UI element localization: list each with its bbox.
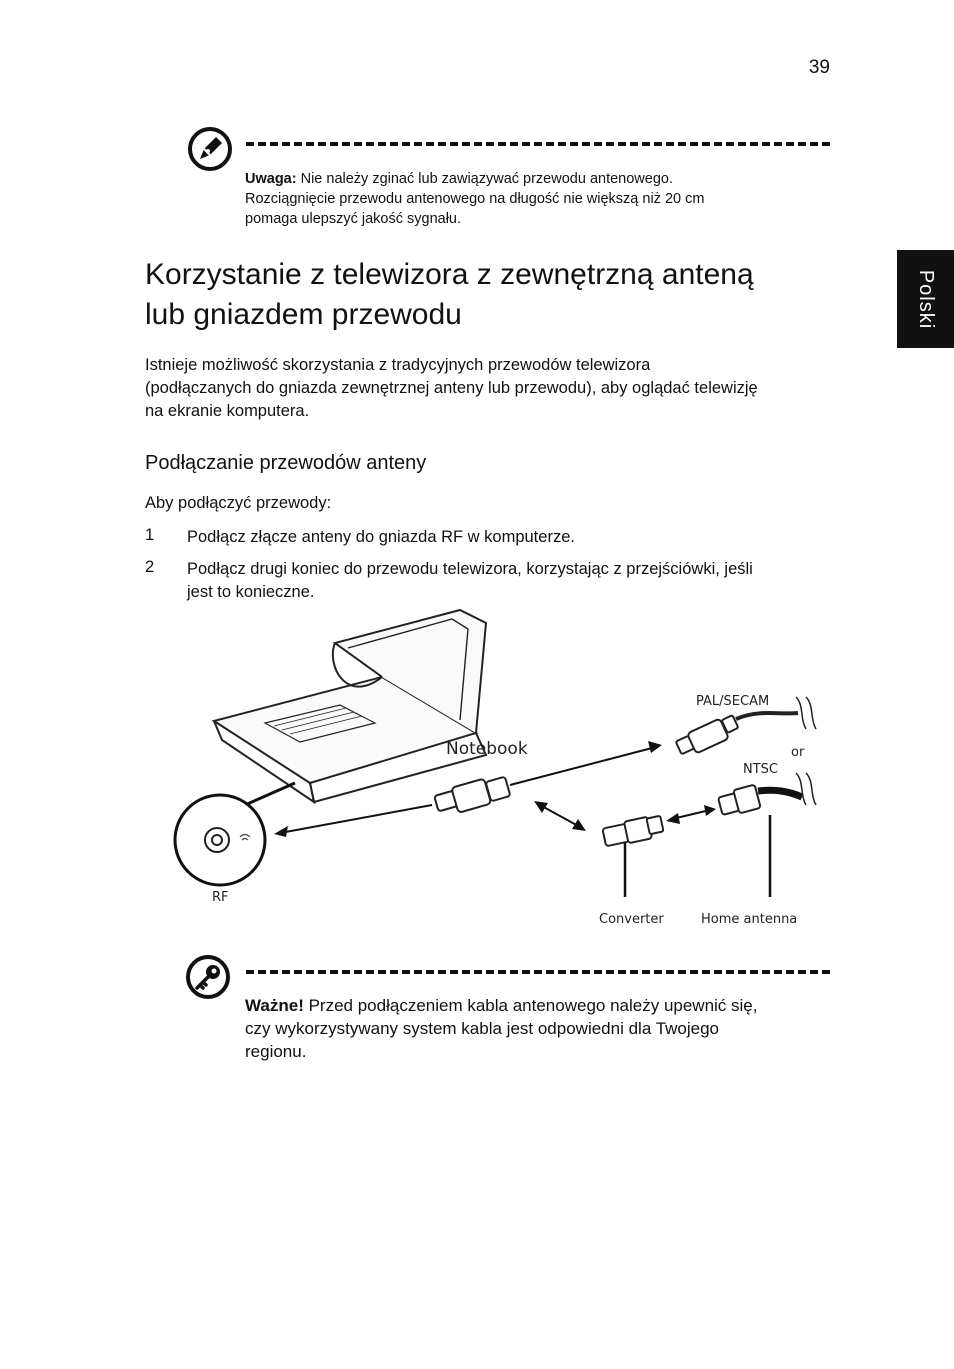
page-title-line-2: lub gniazdem przewodu: [145, 298, 462, 331]
antenna-connection-diagram: [170, 605, 830, 935]
important-divider: [246, 970, 830, 974]
step-2-text: [187, 558, 847, 604]
language-tab-label: Polski: [915, 269, 938, 329]
important-text: [245, 994, 845, 1063]
note-line-1: Nie należy zginać lub zawiązywać przewodu antenowego.: [296, 171, 673, 187]
notebook-label: Notebook: [446, 739, 528, 759]
step-1-text: Podłącz złącze anteny do gniazda RF w komputerze.: [187, 528, 575, 546]
note-label: Uwaga:: [245, 171, 297, 187]
pal-secam-label: PAL/SECAM: [696, 694, 770, 709]
important-line-3: regionu.: [245, 1042, 307, 1061]
converter-label: Converter: [599, 912, 664, 927]
step-2-line-1: Podłącz drugi koniec do przewodu telewizora, korzystając z przejściówki, jeśli: [187, 560, 753, 578]
important-line-2: czy wykorzystywany system kabla jest odpowiedni dla Twojego: [245, 1019, 720, 1038]
rf-port-zoom: [175, 795, 265, 885]
rf-label: RF: [212, 890, 229, 905]
page-title-line-1: Korzystanie z telewizora z zewnętrzną anteną: [145, 258, 754, 291]
note-line-2: Rozciągnięcie przewodu antenowego na długość nie większą niż 20 cm: [245, 191, 705, 207]
important-label: Ważne!: [245, 996, 304, 1015]
home-antenna-label: Home antenna: [701, 912, 798, 927]
pal-secam-connector: [676, 715, 739, 754]
important-line-1: Przed podłączeniem kabla antenowego należy upewnić się,: [303, 996, 758, 1015]
note-line-3: pomaga ulepszyć jakość sygnału.: [245, 211, 462, 227]
language-tab: [897, 250, 954, 348]
intro-line-3: na ekranie komputera.: [145, 402, 310, 420]
page-number: 39: [808, 57, 830, 78]
ntsc-label: NTSC: [743, 762, 778, 777]
intro-line-2: (podłączanych do gniazda zewnętrznej anteny lub przewodu), aby oglądać telewizję: [145, 379, 758, 397]
converter-adapter: [602, 816, 663, 847]
section-lead: Aby podłączyć przewody:: [145, 494, 332, 512]
step-2-number: 2: [145, 558, 155, 576]
intro-line-1: Istnieje możliwość skorzystania z tradycyjnych przewodów telewizora: [145, 356, 651, 374]
page-title: [145, 255, 865, 335]
or-label: or: [791, 745, 805, 760]
double-arrow-converter: [540, 805, 580, 827]
ntsc-connector: [718, 785, 761, 815]
intro-paragraph: [145, 354, 845, 423]
step-1-number: 1: [145, 526, 155, 544]
note-text: [245, 169, 845, 229]
important-key-icon: [185, 954, 231, 1000]
notebook-illustration: [214, 610, 486, 802]
note-divider: [246, 142, 830, 146]
section-heading: Podłączanie przewodów anteny: [145, 452, 427, 474]
antenna-plug: [434, 777, 510, 813]
arrow-to-pal: [510, 747, 656, 785]
zoom-connector: [245, 783, 295, 805]
arrow-to-rf: [280, 805, 432, 833]
note-pen-icon: [187, 126, 233, 172]
step-2-line-2: jest to konieczne.: [187, 583, 315, 601]
